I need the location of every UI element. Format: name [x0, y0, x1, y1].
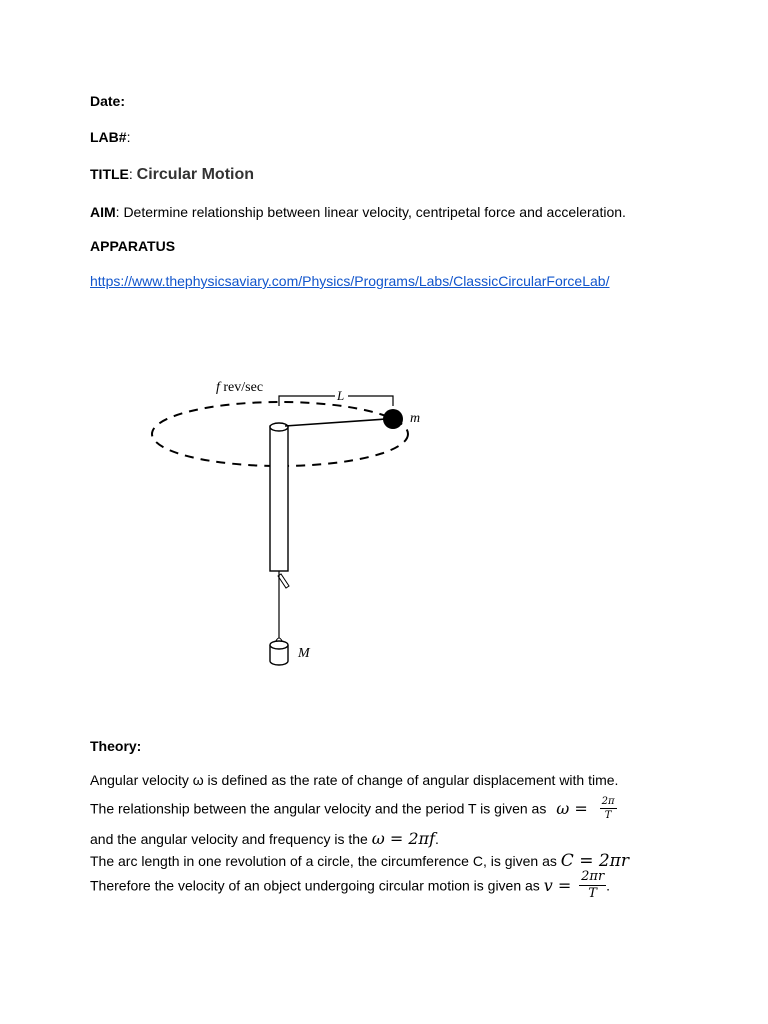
lab-label: LAB#: [90, 129, 127, 145]
theory-line-5: [90, 869, 610, 902]
marker-clip: [278, 574, 289, 588]
theory-text-5: Therefore the velocity of an object undergoing circular motion is given as: [90, 877, 540, 894]
string-horizontal: [285, 419, 386, 426]
theory-period-3: .: [435, 831, 439, 847]
theory-text-4: The arc length in one revolution of a circle, the circumference C, is given as: [90, 853, 557, 869]
simulation-link[interactable]: https://www.thephysicsaviary.com/Physics/Programs/Labs/ClassicCircularForceLab/: [90, 273, 610, 289]
apparatus-label: APPARATUS: [90, 238, 176, 254]
theory-line-2: [90, 795, 617, 822]
hanging-mass-top: [270, 641, 288, 649]
fraction-denominator: T: [604, 810, 612, 821]
title-value: Circular Motion: [136, 166, 255, 183]
vertical-tube: [270, 426, 288, 571]
date-line: [90, 93, 125, 109]
velocity-fraction: [579, 869, 606, 902]
hanging-mass-label: M: [298, 646, 310, 661]
fraction-numerator: 2π: [601, 796, 615, 807]
circumference-equation: C = 2πr: [560, 851, 629, 871]
aim-label: AIM: [90, 204, 116, 220]
lab-line: [90, 129, 130, 145]
omega-period-fraction: [600, 795, 617, 822]
title-colon: :: [128, 166, 137, 182]
apparatus-line: [90, 238, 175, 254]
velocity-numerator: 2πr: [581, 869, 605, 884]
theory-heading: [90, 738, 141, 754]
theory-text-1: Angular velocity ω is defined as the rate of change of angular displacement with time.: [90, 772, 619, 788]
frequency-symbol: f: [216, 380, 220, 395]
theory-period-5: .: [606, 877, 611, 894]
theory-text-2: The relationship between the angular velocity and the period T is given as: [90, 800, 547, 817]
theory-line-1: [90, 772, 618, 788]
aim-line: [90, 204, 626, 220]
title-line: [90, 166, 254, 184]
aim-text: : Determine relationship between linear velocity, centripetal force and acceleration.: [115, 204, 626, 220]
small-mass-label: m: [410, 411, 421, 426]
velocity-denominator: T: [588, 886, 597, 901]
frequency-unit: rev/sec: [219, 380, 264, 395]
link-line: [90, 273, 609, 289]
length-label: L: [337, 388, 345, 403]
tube-top: [270, 423, 288, 431]
omega-equation-lhs: ω =: [556, 799, 588, 818]
theory-line-4: [90, 851, 629, 871]
revolving-mass: [383, 409, 403, 429]
omega-frequency-equation: ω = 2πf: [371, 829, 435, 848]
theory-heading-text: Theory:: [90, 738, 142, 754]
title-label: TITLE: [90, 166, 129, 182]
circular-motion-figure: [0, 370, 768, 670]
lab-colon: :: [126, 129, 131, 145]
frequency-label: [216, 380, 263, 395]
velocity-equation-lhs: v =: [543, 876, 572, 895]
date-label: Date:: [90, 93, 126, 109]
theory-line-3: [90, 829, 439, 848]
theory-text-3: and the angular velocity and frequency is the: [90, 831, 368, 847]
